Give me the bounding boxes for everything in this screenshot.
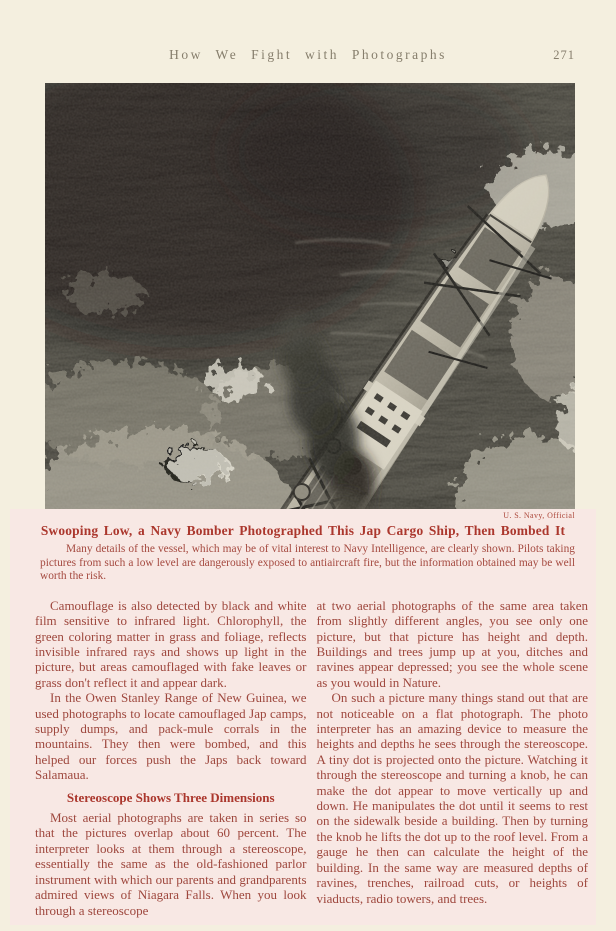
- running-head: How We Fight with Photographs: [169, 47, 447, 62]
- paragraph-two-photographs: at two aerial photographs of the same area taken from slightly different angles, you see only one picture, but that picture has height and depth. Buildings and trees jump up at you, ditches and ravines appear depressed; you see the whole scene as you would in Nature.: [316, 597, 588, 690]
- caption-title: Swooping Low, a Navy Bomber Photographed This Jap Cargo Ship, Then Bombed It: [40, 523, 566, 538]
- section-heading-stereoscope: Stereoscope Shows Three Dimensions: [66, 789, 275, 805]
- paragraph-height-measuring: On such a picture many things stand out that are not noticeable on a flat photograph. The photo interpreter has an amazing device to measure the heights and depths he sees through the stereoscope. A tiny dot is projected onto the picture. Watching it through the stereoscope and turning a knob, he can make the dot appear to move vertically up and down. He manipulates the dot until it seems to rest on the sidewalk beside a building. Then by turning the knob he lifts the dot up to the roof level. From a gauge he then can calculate the height of the building. In the same way are measured depths of ravines, trenches, railroad cuts, or heights of viaducts, radio towers, and trees.: [316, 690, 588, 906]
- column-left: [35, 598, 307, 918]
- article-columns: [35, 598, 588, 918]
- page-number: 271: [553, 48, 575, 62]
- page-header: [0, 47, 616, 65]
- paragraph-owen-stanley: In the Owen Stanley Range of New Guinea, we used photographs to locate camouflaged Jap camps, supply dumps, and pack-mule corrals in the mountains. They then were bombed, and this helped our forces push the Japs back toward Salamaua.: [35, 690, 307, 783]
- paragraph-camouflage: Camouflage is also detected by black and white film sensitive to infrared light. Chlorophyll, the green coloring matter in grass and foliage, reflects invisible infrared rays and shows up light in the picture, but areas camouflaged with fake leaves or grass don't reflect it and appear dark.: [35, 597, 307, 690]
- tinted-text-panel: [10, 509, 596, 925]
- aerial-photo-bombed-cargo-ship: [45, 83, 575, 510]
- film-grain: [45, 83, 575, 510]
- paragraph-stereoscope: Most aerial photographs are taken in series so that the pictures overlap about 60 percent. The interpreter looks at them through a stereoscope, essentially the same as the old-fashioned parlor instrument with which our parents and grandparents admired views of Niagara Falls. When you look through a stereoscope: [35, 810, 307, 918]
- caption-text: Many details of the vessel, which may be of vital interest to Navy Intelligence, are clearly shown. Pilots taking pictures from such a low level are dangerously exposed to antiaircraft fire, but the information obtained may be well worth the risk.: [40, 543, 575, 583]
- column-right: [317, 598, 589, 918]
- photo-illustration: [45, 83, 575, 510]
- photo-credit: U. S. Navy, Official: [503, 511, 575, 520]
